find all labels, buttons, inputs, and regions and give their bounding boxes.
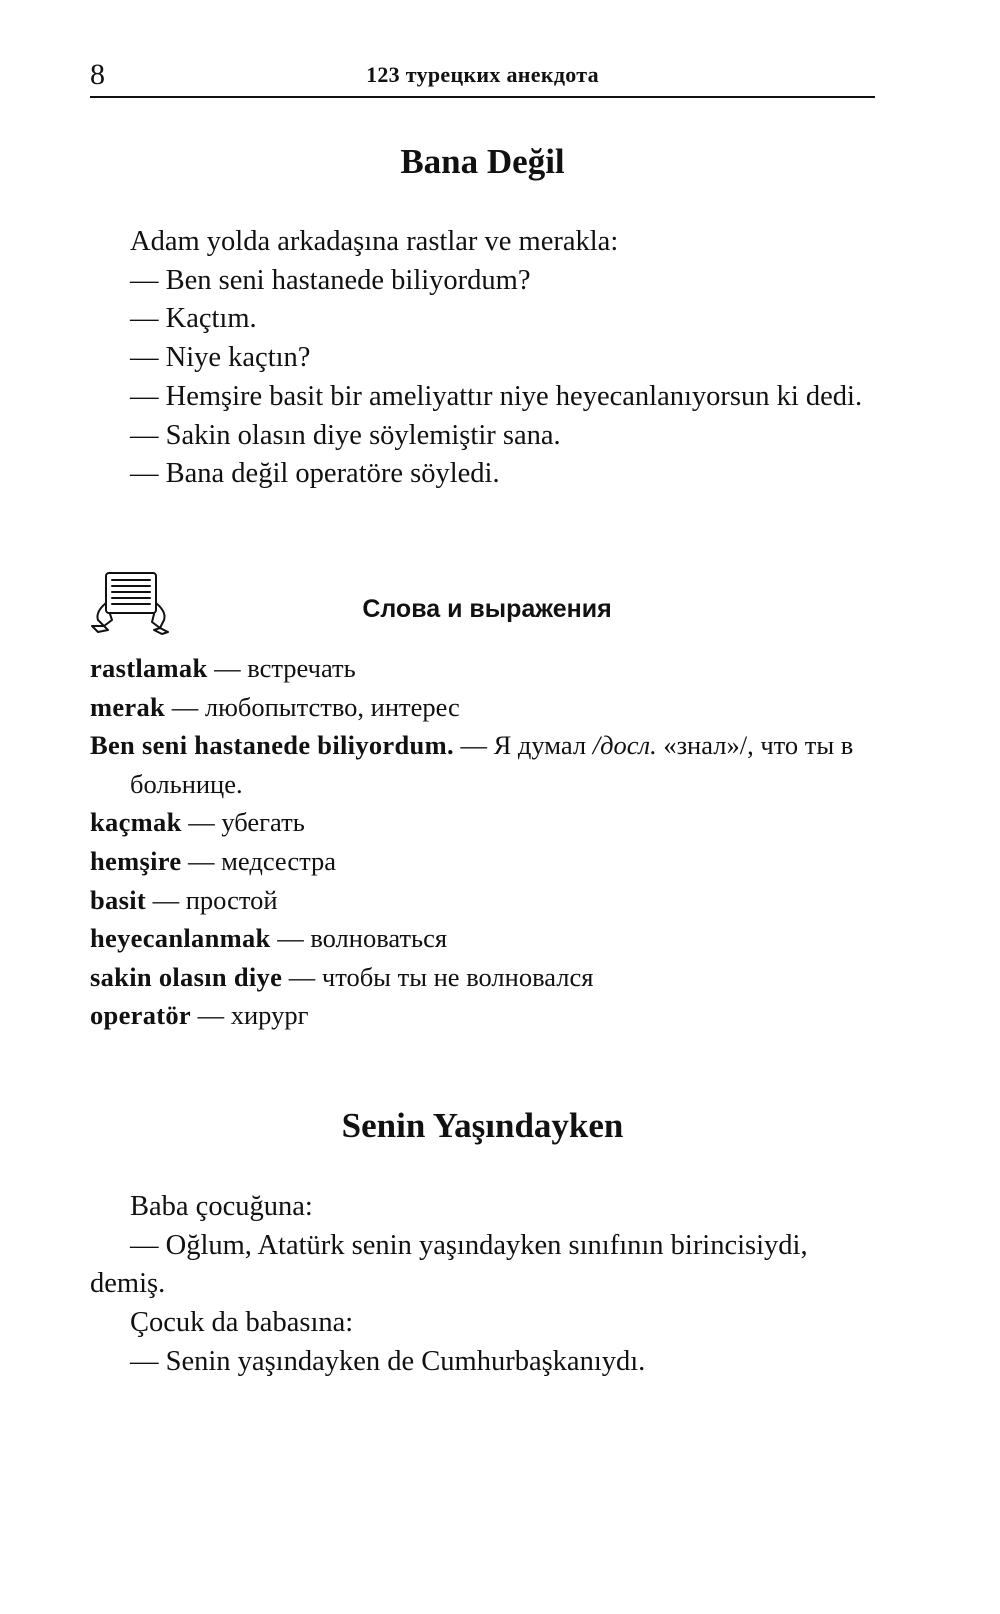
vocab-entry [90, 649, 880, 688]
story-paragraph: Adam yolda arkadaşına rastlar ve merakla: [130, 226, 619, 257]
vocab-term: rastlamak [90, 653, 208, 683]
vocab-term: merak [90, 691, 166, 722]
vocab-translation: — встречать [207, 653, 356, 683]
story-paragraph: — Kaçtım. [130, 303, 257, 335]
vocab-term: sakin olasın diye [90, 961, 283, 992]
vocab-entry [90, 958, 880, 997]
story-paragraph: — Ben seni hastanede biliyordum? [130, 264, 531, 296]
vocab-entry [90, 919, 880, 958]
vocab-entry [90, 803, 880, 842]
story-text-senin-yasindayken [90, 1188, 880, 1382]
story-paragraph: — Bana değil operatöre söyledi. [130, 458, 500, 490]
page-number: 8 [90, 58, 105, 91]
vocab-entry [90, 881, 880, 920]
vocab-translation: — медсестра [181, 845, 337, 876]
story-paragraph: Baba çocuğuna: [130, 1191, 313, 1222]
vocab-translation: — волноваться [270, 923, 448, 954]
story-paragraph: — Oğlum, Atatürk senin yaşındayken sınıfının birincisiydi, demiş. [90, 1229, 808, 1300]
vocab-term: heyecanlanmak [90, 923, 271, 954]
story-paragraph: — Niye kaçtın? [130, 342, 311, 374]
story-text-bana-degil [90, 223, 880, 494]
vocabulary-heading [90, 570, 880, 640]
vocab-translation: — чтобы ты не волновался [282, 961, 594, 992]
vocab-term: Ben seni hastanede biliyordum. [90, 730, 454, 761]
book-title: 123 турецких анекдота [366, 62, 599, 87]
vocab-translation: — убегать [181, 807, 305, 838]
story-title-bana-degil: Bana Değil [400, 142, 565, 181]
vocabulary-list [90, 649, 880, 1035]
story-paragraph: Çocuk da babasına: [130, 1307, 354, 1339]
vocabulary-title: Слова и выражения [362, 595, 612, 623]
vocab-translation: «знал»/, что ты в больнице. [130, 730, 854, 799]
vocab-translation: — любопытство, интерес [165, 691, 460, 722]
vocab-term: operatör [90, 1000, 191, 1031]
vocab-term: kaçmak [90, 807, 182, 838]
running-header [90, 56, 875, 98]
story-title-senin-yasindayken: Senin Yaşındayken [341, 1106, 624, 1145]
vocab-term: hemşire [90, 845, 182, 876]
vocab-entry [90, 842, 880, 881]
vocab-entry [90, 996, 880, 1035]
vocab-translation: — Я думал [453, 730, 593, 761]
vocab-note: /досл. [592, 730, 657, 761]
story-paragraph: — Hemşire basit bir ameliyattır niye heyecanlanıyorsun ki dedi. [130, 380, 863, 412]
story-paragraph: — Senin yaşındayken de Cumhurbaşkanıydı. [130, 1345, 646, 1377]
vocab-translation: — хирург [191, 1000, 309, 1031]
vocab-translation: — простой [146, 884, 278, 915]
vocab-entry [90, 688, 880, 727]
story-paragraph: — Sakin olasın diye söylemiştir sana. [130, 419, 561, 451]
vocab-entry [90, 726, 880, 803]
vocab-term: basit [90, 884, 146, 915]
